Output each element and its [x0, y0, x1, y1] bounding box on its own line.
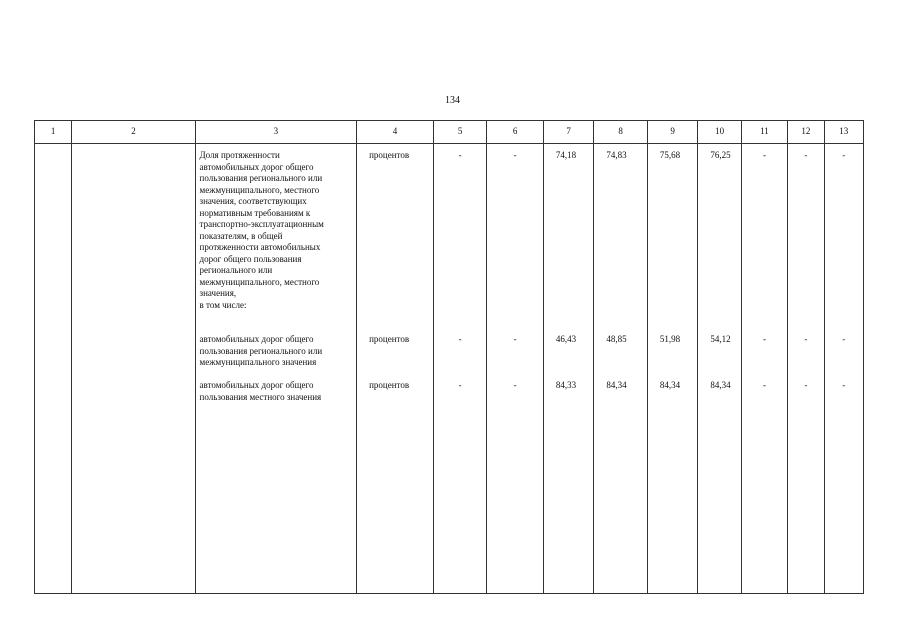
column-number-header: 9	[647, 121, 697, 144]
indicator-name-line: в том числе:	[199, 299, 247, 310]
indicator-value: 84,34	[659, 380, 681, 390]
indicator-name-line: межмуниципального, местного	[199, 184, 320, 195]
indicator-value: -	[513, 334, 517, 344]
col-10-cell	[698, 144, 741, 594]
column-number-header: 8	[594, 121, 648, 144]
indicator-value: 51,98	[659, 334, 681, 344]
indicator-value: -	[513, 150, 517, 160]
unit-value: процентов	[369, 380, 410, 390]
indicator-value: -	[842, 334, 846, 344]
indicator-value: -	[513, 380, 517, 390]
indicator-value: -	[804, 380, 808, 390]
unit-value: процентов	[369, 334, 410, 344]
table-body-row	[35, 144, 864, 594]
indicator-name-line: межмуниципального, местного	[199, 276, 320, 287]
indicator-value: -	[458, 334, 462, 344]
indicator-value: 74,18	[555, 150, 577, 160]
indicator-value: 54,12	[710, 334, 731, 344]
page-number: 134	[445, 95, 460, 106]
indicator-value: 84,34	[710, 380, 731, 390]
indicator-name-line: значения,	[199, 288, 237, 298]
indicator-name	[196, 144, 357, 328]
col-6-cell	[487, 144, 544, 594]
indicator-name-cell	[195, 144, 357, 594]
indicator-name-line: пользования регионального или	[199, 173, 323, 183]
indicator-name-line: автомобильных дорог общего	[199, 161, 314, 172]
indicator-value: -	[458, 150, 462, 160]
column-number-header: 1	[35, 121, 72, 144]
col-1-cell	[35, 144, 72, 594]
column-number-header: 13	[824, 121, 863, 144]
indicator-name-line: протяженности автомобильных	[199, 242, 321, 252]
column-number-header: 5	[433, 121, 487, 144]
indicator-name-line: дорог общего пользования	[199, 253, 302, 264]
indicator-value: 76,25	[710, 150, 731, 160]
indicator-value: 48,85	[606, 334, 627, 344]
indicator-name-line: значения, соответствующих	[199, 196, 307, 206]
column-number-header-row	[35, 121, 864, 144]
col-9-cell	[647, 144, 697, 594]
indicator-value: -	[804, 334, 808, 344]
indicator-value: 74,83	[606, 150, 627, 160]
indicator-name-line: показателям, в общей	[199, 230, 283, 241]
indicator-value: -	[762, 334, 766, 344]
col-7-cell	[543, 144, 593, 594]
indicator-name-line: Доля протяженности	[199, 150, 280, 160]
indicator-value: -	[842, 150, 846, 160]
indicator-name	[196, 328, 357, 374]
indicator-value: -	[762, 150, 766, 160]
indicator-name-line: регионального или	[199, 265, 273, 275]
indicator-value: 84,34	[606, 380, 627, 390]
indicator-name-line: автомобильных дорог общего	[199, 380, 314, 390]
indicator-value: -	[762, 380, 766, 390]
indicator-name-line: межмуниципального значения	[199, 357, 317, 367]
column-number-header: 11	[741, 121, 787, 144]
column-number-header: 6	[487, 121, 544, 144]
indicator-name-line: нормативным требованиям к	[199, 207, 311, 218]
column-number-header: 4	[357, 121, 434, 144]
col-8-cell	[594, 144, 648, 594]
indicator-name-line: автомобильных дорог общего	[199, 334, 314, 344]
indicator-name	[196, 374, 357, 420]
column-number-header: 10	[698, 121, 741, 144]
col-11-cell	[741, 144, 787, 594]
column-number-header: 2	[72, 121, 195, 144]
indicator-name-line: пользования местного значения	[199, 391, 322, 402]
indicator-name-line: транспортно-эксплуатационным	[199, 219, 324, 229]
unit-value: процентов	[369, 150, 410, 160]
column-number-header: 3	[195, 121, 357, 144]
indicator-value: -	[842, 380, 846, 390]
col-2-cell	[72, 144, 195, 594]
indicator-value: -	[804, 150, 808, 160]
indicator-name-line: пользования регионального или	[199, 345, 323, 356]
column-number-header: 7	[543, 121, 593, 144]
col-5-cell	[433, 144, 487, 594]
col-13-cell	[824, 144, 863, 594]
indicator-value: 75,68	[659, 150, 681, 160]
column-number-header: 12	[788, 121, 824, 144]
col-12-cell	[788, 144, 824, 594]
indicator-value: -	[458, 380, 462, 390]
indicator-value: 84,33	[555, 380, 577, 390]
indicator-value: 46,43	[555, 334, 577, 344]
indicator-table	[34, 120, 864, 594]
unit-cell	[357, 144, 434, 594]
